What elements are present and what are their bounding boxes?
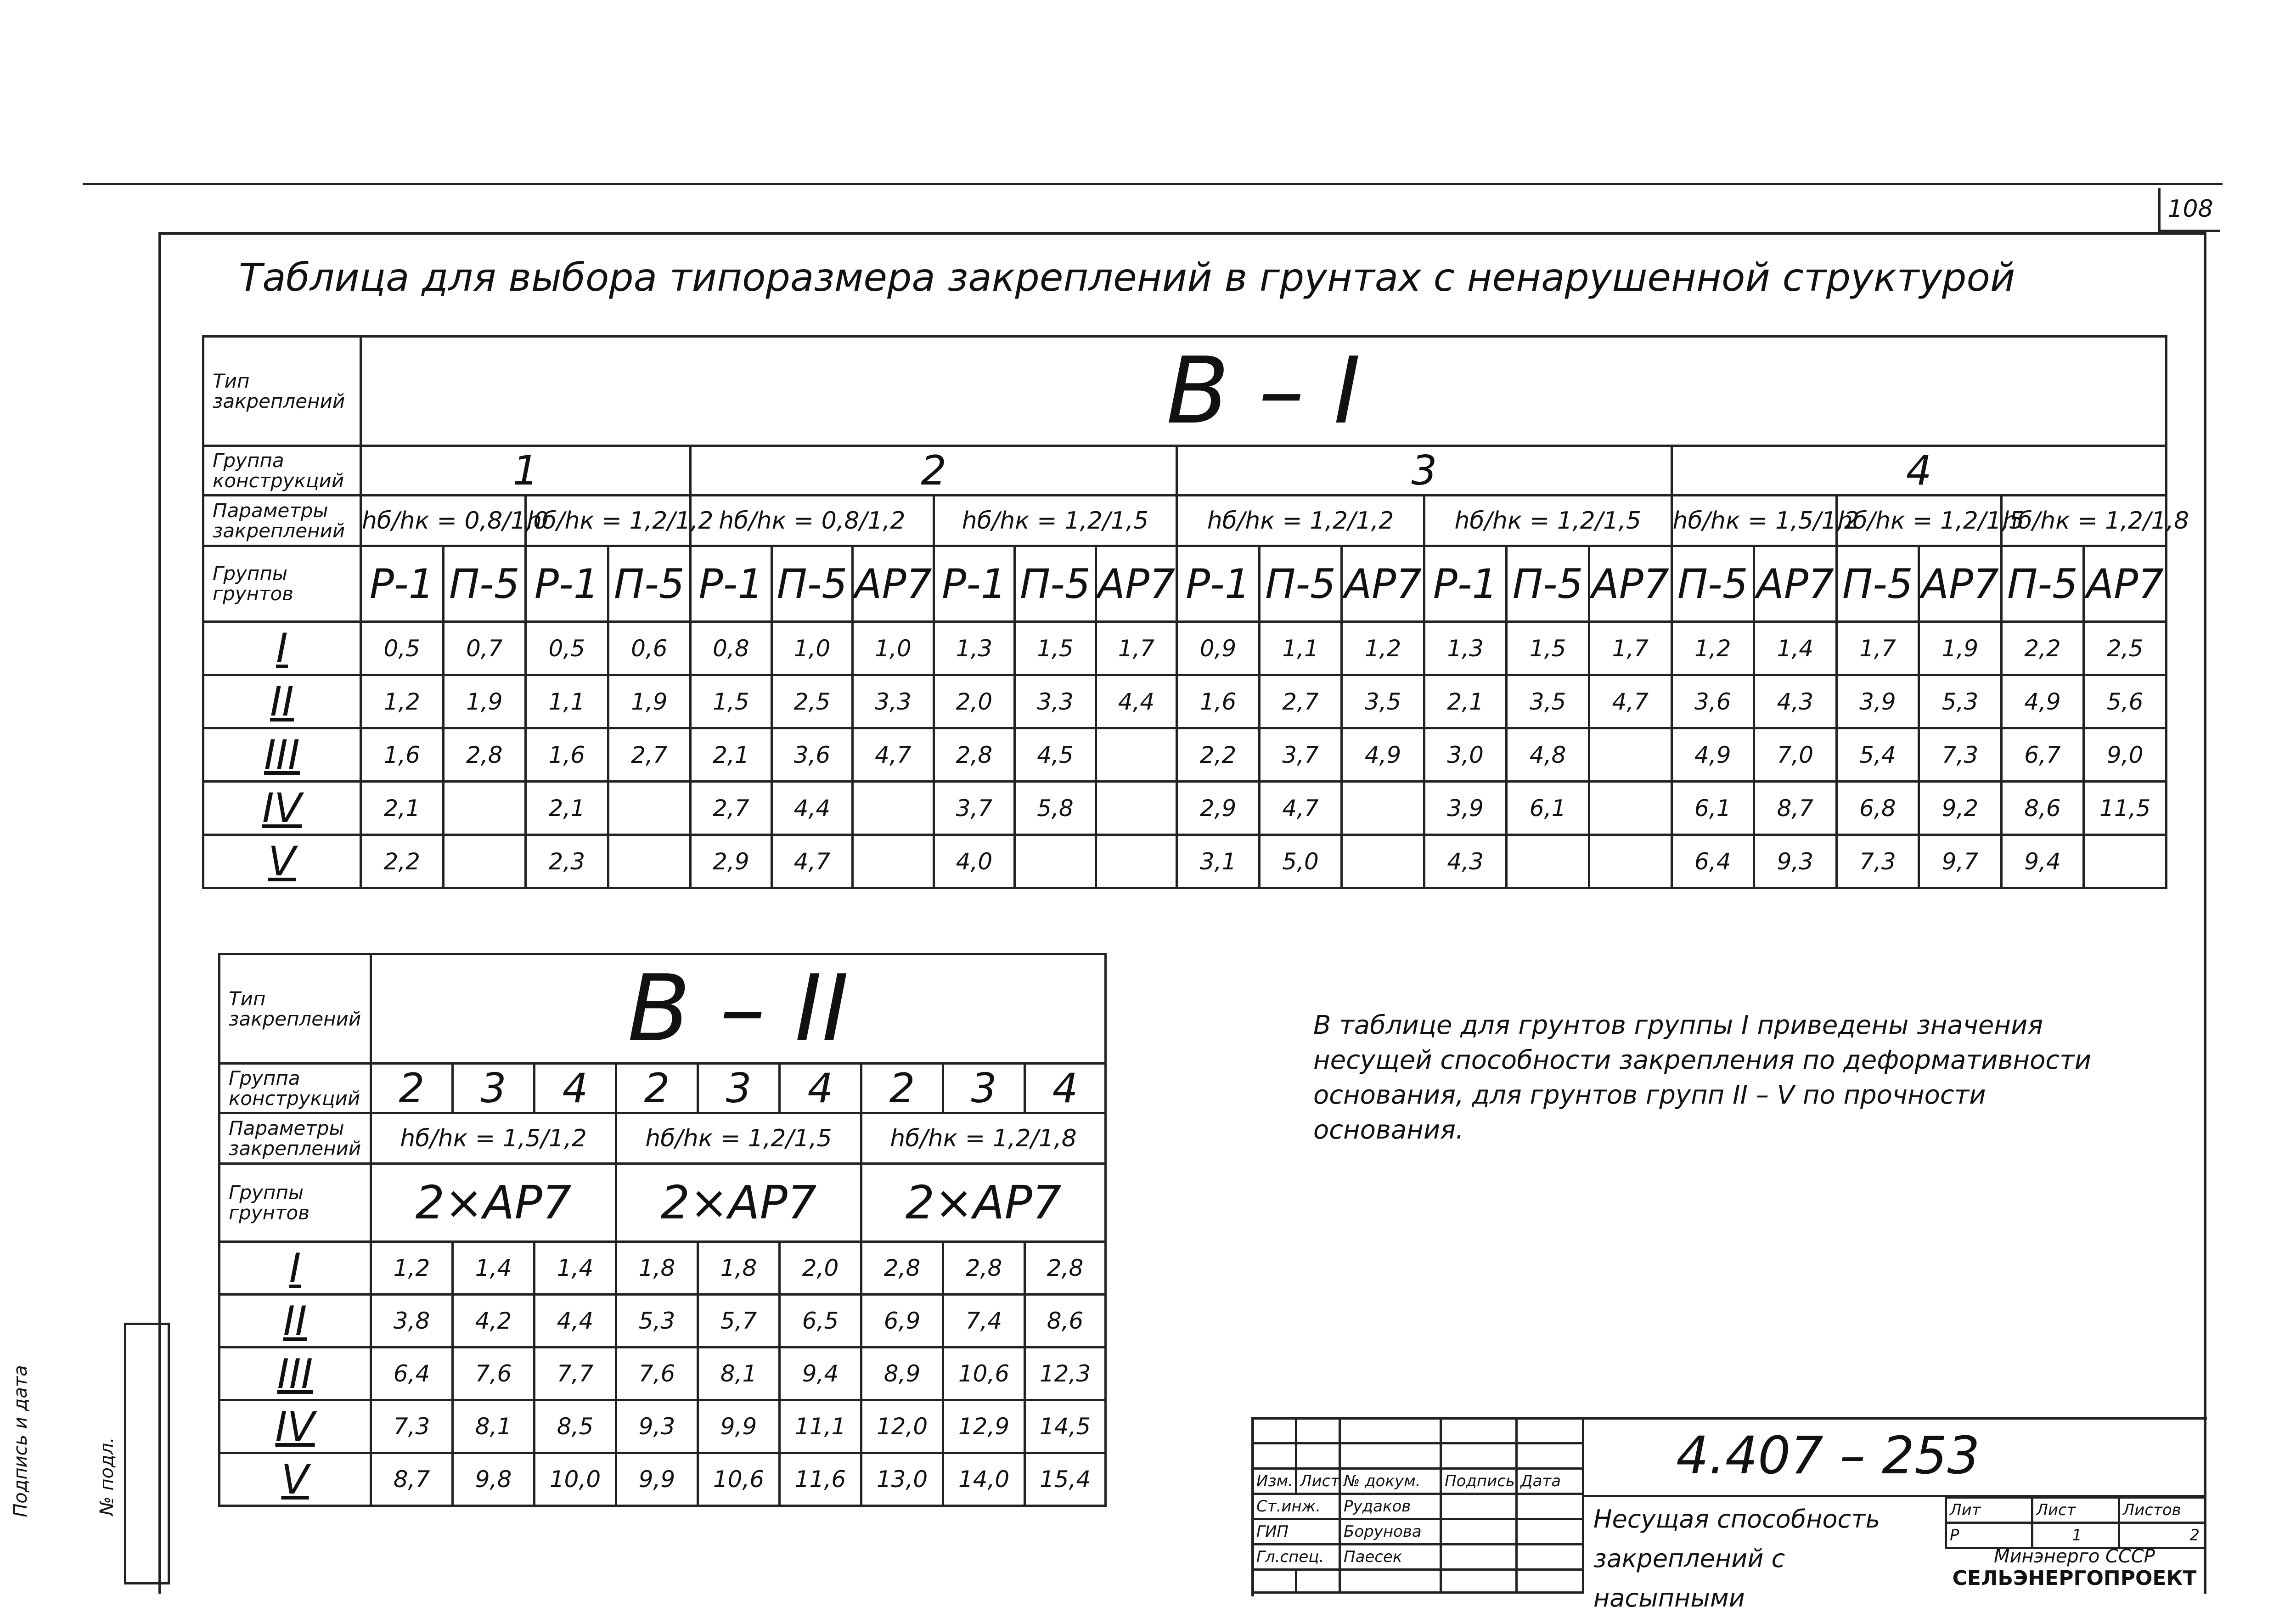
- soil-group-label: II: [219, 1295, 371, 1347]
- value-cell: 9,4: [780, 1347, 861, 1400]
- value-cell: 2,0: [934, 675, 1015, 728]
- row-label-group: Группа конструкций: [203, 446, 361, 496]
- value-cell: 1,9: [608, 675, 691, 728]
- value-cell: 3,5: [1342, 675, 1424, 728]
- table-row: [203, 728, 2167, 782]
- value-cell: 4,7: [1259, 782, 1342, 835]
- tb-name: Рудаков: [1340, 1494, 1441, 1519]
- soil-group-label: III: [219, 1347, 371, 1400]
- value-cell: 10,6: [698, 1453, 780, 1506]
- value-cell: 14,0: [943, 1453, 1025, 1506]
- soil-cell: П-5: [1671, 546, 1754, 622]
- table-b1-body: [203, 622, 2167, 888]
- soil-cell: АР7: [853, 546, 934, 622]
- value-cell: 3,3: [1015, 675, 1096, 728]
- value-cell: 7,6: [616, 1347, 698, 1400]
- value-cell: 8,6: [1025, 1295, 1106, 1347]
- value-cell: 9,4: [2001, 835, 2084, 888]
- value-cell: 1,0: [771, 622, 853, 675]
- value-cell: 4,4: [535, 1295, 616, 1347]
- value-cell: 3,3: [853, 675, 934, 728]
- group-cell: 3: [453, 1064, 535, 1113]
- group-cell: 3: [943, 1064, 1025, 1113]
- value-cell: [608, 782, 691, 835]
- value-cell: 7,3: [1919, 728, 2002, 782]
- soil-cell: АР7: [1342, 546, 1424, 622]
- value-cell: 11,5: [2084, 782, 2167, 835]
- tb-header: Дата: [1517, 1469, 1583, 1494]
- value-cell: 2,3: [526, 835, 608, 888]
- value-cell: 1,5: [1507, 622, 1589, 675]
- soil-cell: 2×АР7: [861, 1164, 1106, 1242]
- value-cell: 1,4: [453, 1242, 535, 1295]
- soil-group-label: V: [203, 835, 361, 888]
- value-cell: 1,2: [371, 1242, 453, 1295]
- tb-role: ГИП: [1253, 1519, 1340, 1545]
- table-row: [219, 1347, 1106, 1400]
- value-cell: 8,6: [2001, 782, 2084, 835]
- value-cell: 9,2: [1919, 782, 2002, 835]
- sheets-value: 2: [2119, 1523, 2205, 1548]
- tb-header: Лист: [1296, 1469, 1340, 1494]
- value-cell: 4,2: [453, 1295, 535, 1347]
- soil-cell: П-5: [2001, 546, 2084, 622]
- soil-cell: Р-1: [934, 546, 1015, 622]
- group-1: 1: [360, 446, 690, 496]
- value-cell: 1,4: [1754, 622, 1837, 675]
- soil-cell: П-5: [1836, 546, 1919, 622]
- value-cell: 1,0: [853, 622, 934, 675]
- org-line-1: Минэнерго СССР: [1994, 1546, 2155, 1567]
- value-cell: 9,8: [453, 1453, 535, 1506]
- soil-group-label: II: [203, 675, 361, 728]
- value-cell: 1,7: [1836, 622, 1919, 675]
- soil-cell: АР7: [1096, 546, 1177, 622]
- soil-cell: Р-1: [526, 546, 608, 622]
- value-cell: 3,6: [771, 728, 853, 782]
- soil-cell: 2×АР7: [371, 1164, 616, 1242]
- value-cell: 1,6: [360, 728, 443, 782]
- table-b2-body: [219, 1242, 1106, 1506]
- param-cell: hб/hк = 1,2/1,5: [934, 496, 1177, 546]
- value-cell: 6,4: [1671, 835, 1754, 888]
- value-cell: 5,4: [1836, 728, 1919, 782]
- value-cell: 7,6: [453, 1347, 535, 1400]
- value-cell: 9,3: [616, 1400, 698, 1453]
- value-cell: [443, 782, 526, 835]
- value-cell: 8,7: [1754, 782, 1837, 835]
- value-cell: 3,0: [1424, 728, 1507, 782]
- value-cell: 10,0: [535, 1453, 616, 1506]
- value-cell: 1,6: [1177, 675, 1260, 728]
- group-cell: 4: [780, 1064, 861, 1113]
- soil-cell: П-5: [1015, 546, 1096, 622]
- value-cell: 6,4: [371, 1347, 453, 1400]
- row-label-type: Тип закреплений: [219, 954, 371, 1064]
- document-description: Несущая способность закреплений с насыпными: [1593, 1505, 1880, 1612]
- value-cell: 7,4: [943, 1295, 1025, 1347]
- side-stamp-box: [124, 1323, 170, 1584]
- value-cell: 8,9: [861, 1347, 943, 1400]
- value-cell: [2084, 835, 2167, 888]
- row-label-soils: Группы грунтов: [203, 546, 361, 622]
- value-cell: 3,7: [934, 782, 1015, 835]
- value-cell: 6,1: [1671, 782, 1754, 835]
- sheet-header: Лист: [2032, 1498, 2119, 1523]
- table-row: [203, 622, 2167, 675]
- side-stamp-text: Подпись и дата: [10, 1365, 31, 1517]
- lit-header: Лит: [1946, 1498, 2032, 1523]
- value-cell: 3,9: [1836, 675, 1919, 728]
- value-cell: 1,1: [526, 675, 608, 728]
- value-cell: 4,8: [1507, 728, 1589, 782]
- table-row: [219, 1453, 1106, 1506]
- value-cell: 1,6: [526, 728, 608, 782]
- soil-cell: П-5: [771, 546, 853, 622]
- sheet-info: [1945, 1496, 2206, 1549]
- soil-group-label: III: [203, 728, 361, 782]
- value-cell: 6,8: [1836, 782, 1919, 835]
- value-cell: 2,1: [691, 728, 772, 782]
- param-cell: hб/hк = 0,8/1,0: [360, 496, 525, 546]
- group-cell: 4: [1025, 1064, 1106, 1113]
- value-cell: 5,0: [1259, 835, 1342, 888]
- table-b2: [218, 953, 1107, 1507]
- group-cell: 4: [535, 1064, 616, 1113]
- value-cell: 4,7: [853, 728, 934, 782]
- value-cell: [1589, 782, 1671, 835]
- soil-group-label: I: [219, 1242, 371, 1295]
- value-cell: 2,1: [1424, 675, 1507, 728]
- value-cell: 1,2: [1671, 622, 1754, 675]
- value-cell: 2,5: [2084, 622, 2167, 675]
- value-cell: 1,3: [1424, 622, 1507, 675]
- value-cell: 7,3: [1836, 835, 1919, 888]
- tb-name: Борунова: [1340, 1519, 1441, 1545]
- value-cell: 9,9: [698, 1400, 780, 1453]
- value-cell: 3,6: [1671, 675, 1754, 728]
- type-b1: B – I: [360, 337, 2166, 446]
- value-cell: 2,9: [1177, 782, 1260, 835]
- group-cell: 2: [861, 1064, 943, 1113]
- value-cell: 0,9: [1177, 622, 1260, 675]
- value-cell: 1,1: [1259, 622, 1342, 675]
- group-cell: 2: [616, 1064, 698, 1113]
- value-cell: 1,4: [535, 1242, 616, 1295]
- tb-header: Подпись: [1441, 1469, 1517, 1494]
- value-cell: 1,3: [934, 622, 1015, 675]
- value-cell: [1342, 835, 1424, 888]
- value-cell: 1,8: [616, 1242, 698, 1295]
- value-cell: 2,7: [1259, 675, 1342, 728]
- value-cell: 8,1: [453, 1400, 535, 1453]
- type-b2: B – II: [371, 954, 1106, 1064]
- value-cell: 1,9: [443, 675, 526, 728]
- value-cell: 4,7: [1589, 675, 1671, 728]
- value-cell: 10,6: [943, 1347, 1025, 1400]
- value-cell: 5,3: [1919, 675, 2002, 728]
- value-cell: 11,1: [780, 1400, 861, 1453]
- soil-cell: Р-1: [360, 546, 443, 622]
- value-cell: 7,0: [1754, 728, 1837, 782]
- value-cell: 0,5: [526, 622, 608, 675]
- soil-group-label: IV: [219, 1400, 371, 1453]
- value-cell: [1096, 835, 1177, 888]
- tb-header: Изм.: [1253, 1469, 1296, 1494]
- param-cell: hб/hк = 1,2/1,5: [1424, 496, 1671, 546]
- value-cell: 12,0: [861, 1400, 943, 1453]
- group-cell: 2: [371, 1064, 453, 1113]
- value-cell: 1,9: [1919, 622, 2002, 675]
- soil-cell: АР7: [1589, 546, 1671, 622]
- org-line-2: СЕЛЬЭНЕРГОПРОЕКТ: [1952, 1567, 2197, 1590]
- soil-group-label: IV: [203, 782, 361, 835]
- soil-cell: П-5: [443, 546, 526, 622]
- value-cell: 4,5: [1015, 728, 1096, 782]
- value-cell: 4,4: [771, 782, 853, 835]
- value-cell: 4,3: [1424, 835, 1507, 888]
- value-cell: [853, 835, 934, 888]
- value-cell: 2,0: [780, 1242, 861, 1295]
- document-code: 4.407 – 253: [1676, 1426, 1980, 1486]
- value-cell: [608, 835, 691, 888]
- tb-header: № докум.: [1340, 1469, 1441, 1494]
- value-cell: 9,9: [616, 1453, 698, 1506]
- value-cell: [853, 782, 934, 835]
- value-cell: 2,2: [1177, 728, 1260, 782]
- value-cell: [1096, 782, 1177, 835]
- value-cell: 1,2: [1342, 622, 1424, 675]
- soil-group-label: I: [203, 622, 361, 675]
- value-cell: 5,7: [698, 1295, 780, 1347]
- value-cell: 8,1: [698, 1347, 780, 1400]
- tb-role: Гл.спец.: [1253, 1545, 1340, 1570]
- value-cell: [1589, 728, 1671, 782]
- soil-cell: 2×АР7: [616, 1164, 861, 1242]
- value-cell: 12,3: [1025, 1347, 1106, 1400]
- soil-cell: Р-1: [1177, 546, 1260, 622]
- value-cell: 5,6: [2084, 675, 2167, 728]
- value-cell: 4,9: [1671, 728, 1754, 782]
- value-cell: 7,3: [371, 1400, 453, 1453]
- value-cell: 4,0: [934, 835, 1015, 888]
- sheet-number: 108: [2158, 188, 2220, 232]
- value-cell: 2,2: [360, 835, 443, 888]
- value-cell: 6,7: [2001, 728, 2084, 782]
- value-cell: [1015, 835, 1096, 888]
- sheet-value: 1: [2032, 1523, 2119, 1548]
- value-cell: 4,9: [1342, 728, 1424, 782]
- value-cell: 4,4: [1096, 675, 1177, 728]
- value-cell: 7,7: [535, 1347, 616, 1400]
- group-4: 4: [1671, 446, 2166, 496]
- tb-name: Паесек: [1340, 1545, 1441, 1570]
- soil-cell: П-5: [1507, 546, 1589, 622]
- value-cell: 1,5: [1015, 622, 1096, 675]
- soil-cell: АР7: [1919, 546, 2002, 622]
- value-cell: 2,1: [360, 782, 443, 835]
- table-b1: [202, 335, 2189, 889]
- param-cell: hб/hк = 1,2/1,2: [526, 496, 691, 546]
- value-cell: 13,0: [861, 1453, 943, 1506]
- value-cell: 6,1: [1507, 782, 1589, 835]
- value-cell: 2,8: [1025, 1242, 1106, 1295]
- soil-cell: АР7: [1754, 546, 1837, 622]
- table-row: [219, 1400, 1106, 1453]
- row-label-soils: Группы грунтов: [219, 1164, 371, 1242]
- soil-cell: Р-1: [1424, 546, 1507, 622]
- value-cell: 1,8: [698, 1242, 780, 1295]
- value-cell: 2,8: [943, 1242, 1025, 1295]
- soil-cell: П-5: [1259, 546, 1342, 622]
- value-cell: 0,7: [443, 622, 526, 675]
- top-border-line: [83, 183, 2223, 185]
- value-cell: 11,6: [780, 1453, 861, 1506]
- param-cell: hб/hк = 1,5/1,2: [371, 1113, 616, 1164]
- value-cell: 4,3: [1754, 675, 1837, 728]
- organization: [1949, 1545, 2200, 1590]
- lit-value: Р: [1946, 1523, 2032, 1548]
- title-block-grid: [1251, 1417, 1584, 1594]
- value-cell: 1,5: [691, 675, 772, 728]
- side-stamp-left-text: № подл.: [96, 1437, 118, 1516]
- table-row: [219, 1295, 1106, 1347]
- value-cell: 2,8: [934, 728, 1015, 782]
- param-cell: hб/hк = 1,2/1,5: [1836, 496, 2001, 546]
- value-cell: 3,5: [1507, 675, 1589, 728]
- value-cell: [1096, 728, 1177, 782]
- value-cell: 6,5: [780, 1295, 861, 1347]
- value-cell: [1342, 782, 1424, 835]
- table-row: [203, 782, 2167, 835]
- value-cell: 12,9: [943, 1400, 1025, 1453]
- param-cell: hб/hк = 1,2/1,5: [616, 1113, 861, 1164]
- table-row: [219, 1242, 1106, 1295]
- param-cell: hб/hк = 1,2/1,8: [2001, 496, 2166, 546]
- note-text: В таблице для грунтов группы I приведены значения несущей способности закрепления по деформативности основания, для грунтов групп II – V по прочности основания.: [1313, 1010, 2092, 1145]
- soil-group-label: V: [219, 1453, 371, 1506]
- value-cell: 2,7: [691, 782, 772, 835]
- row-label-group: Группа конструкций: [219, 1064, 371, 1113]
- value-cell: 6,9: [861, 1295, 943, 1347]
- row-label-type: Тип закреплений: [203, 337, 361, 446]
- value-cell: 9,7: [1919, 835, 2002, 888]
- value-cell: 1,7: [1589, 622, 1671, 675]
- value-cell: 2,8: [443, 728, 526, 782]
- group-2: 2: [691, 446, 1177, 496]
- value-cell: [1589, 835, 1671, 888]
- soil-cell: П-5: [608, 546, 691, 622]
- value-cell: [1507, 835, 1589, 888]
- value-cell: 4,9: [2001, 675, 2084, 728]
- group-3: 3: [1177, 446, 1671, 496]
- table-row: [203, 835, 2167, 888]
- value-cell: 5,3: [616, 1295, 698, 1347]
- param-cell: hб/hк = 1,2/1,8: [861, 1113, 1106, 1164]
- value-cell: 3,7: [1259, 728, 1342, 782]
- value-cell: 1,7: [1096, 622, 1177, 675]
- value-cell: 1,2: [360, 675, 443, 728]
- value-cell: 4,7: [771, 835, 853, 888]
- param-cell: hб/hк = 1,5/1,2: [1671, 496, 1836, 546]
- value-cell: 2,9: [691, 835, 772, 888]
- value-cell: 14,5: [1025, 1400, 1106, 1453]
- value-cell: 2,1: [526, 782, 608, 835]
- value-cell: 3,8: [371, 1295, 453, 1347]
- group-cell: 3: [698, 1064, 780, 1113]
- value-cell: 0,8: [691, 622, 772, 675]
- value-cell: 2,7: [608, 728, 691, 782]
- value-cell: 8,5: [535, 1400, 616, 1453]
- value-cell: 15,4: [1025, 1453, 1106, 1506]
- value-cell: 9,0: [2084, 728, 2167, 782]
- param-cell: hб/hк = 0,8/1,2: [691, 496, 934, 546]
- value-cell: 3,1: [1177, 835, 1260, 888]
- soil-cell: Р-1: [691, 546, 772, 622]
- value-cell: 2,8: [861, 1242, 943, 1295]
- value-cell: 2,5: [771, 675, 853, 728]
- value-cell: 3,9: [1424, 782, 1507, 835]
- value-cell: 0,5: [360, 622, 443, 675]
- value-cell: 0,6: [608, 622, 691, 675]
- value-cell: 9,3: [1754, 835, 1837, 888]
- sheets-header: Листов: [2119, 1498, 2205, 1523]
- table-row: [203, 675, 2167, 728]
- tb-role: Ст.инж.: [1253, 1494, 1340, 1519]
- value-cell: 2,2: [2001, 622, 2084, 675]
- value-cell: 5,8: [1015, 782, 1096, 835]
- row-label-params: Параметры закреплений: [203, 496, 361, 546]
- value-cell: [443, 835, 526, 888]
- value-cell: 8,7: [371, 1453, 453, 1506]
- soil-cell: АР7: [2084, 546, 2167, 622]
- param-cell: hб/hк = 1,2/1,2: [1177, 496, 1424, 546]
- page-title: Таблица для выбора типоразмера закреплений в грунтах с ненарушенной структурой: [239, 255, 2015, 300]
- row-label-params: Параметры закреплений: [219, 1113, 371, 1164]
